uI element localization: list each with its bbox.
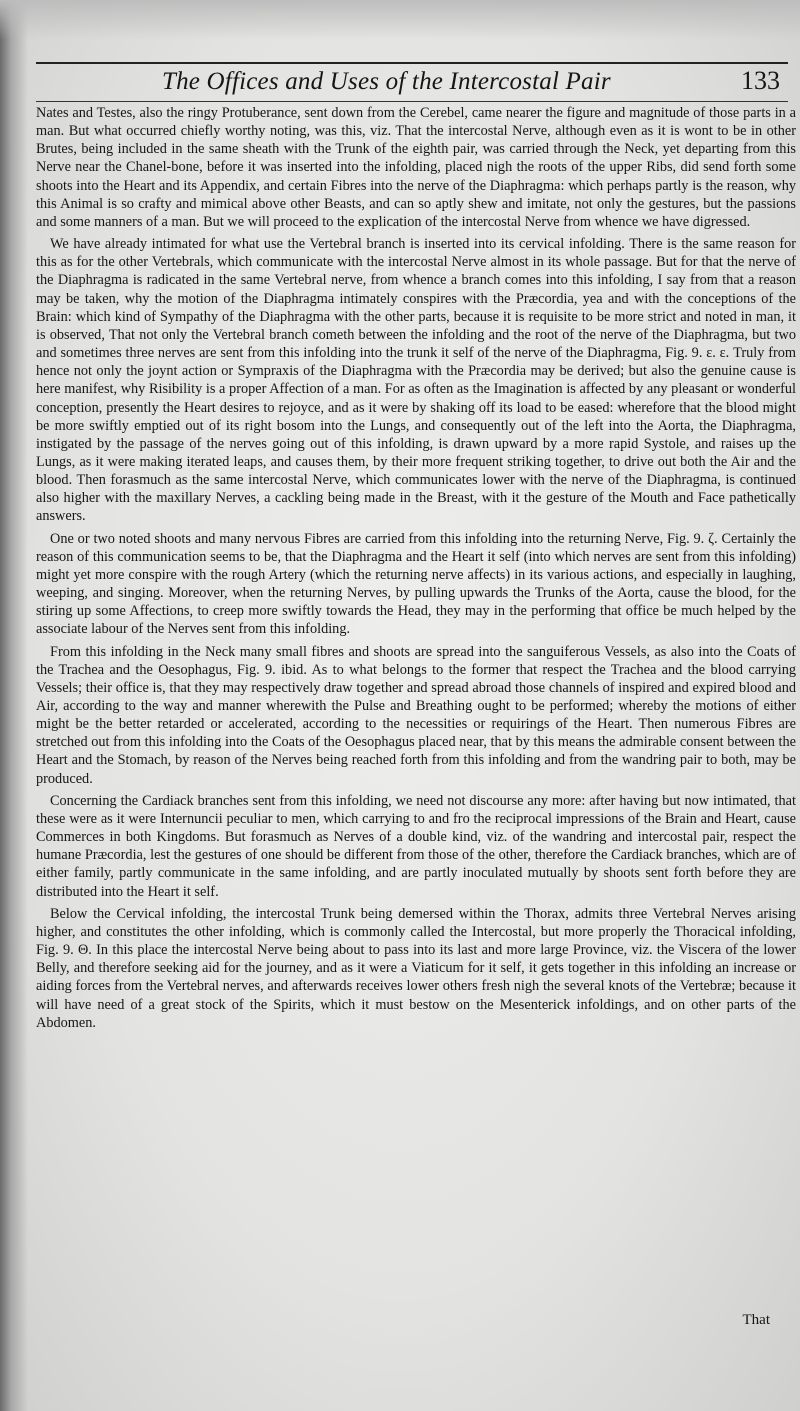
paragraph-3: One or two noted shoots and many nervous Fibres are carried from this infolding into the returning Nerve, Fig. 9. ζ. Certainly the reason of this communication seems to be, that the Diaphragma and the Heart it self (into which nerves are sent from this infolding) might yet more conspire with the rough Artery (which the returning nerve affects) in its various actions, and especially in laughing, weeping, and singing. Moreover, when the returning Nerves, by pulling upwards the Trunks of the Aorta, cause the blood, for the stiring up some Affections, to creep more swiftly towards the Head, they may in the performing that office be much helped by the associate labour of the Nerves sent from this infolding. — [36, 530, 796, 638]
page-header — [36, 58, 788, 102]
top-edge-shadow — [0, 0, 800, 40]
header-rule-top — [36, 62, 788, 64]
header-rule-bottom — [36, 101, 788, 103]
paragraph-6: Below the Cervical infolding, the intercostal Trunk being demersed within the Thorax, admits three Vertebral Nerves arising higher, and constitutes the other infolding, which is commonly called the Intercostal, but more properly the Thoracical infolding, Fig. 9. Θ. In this place the intercostal Nerve being about to pass into its last and more large Province, viz. the Viscera of the lower Belly, and therefore seeking aid for the journey, and as it were a Viaticum for it self, it gets together in this infolding an increase or aiding forces from the Vertebral nerves, and afterwards receives lower others fresh nigh the several knots of the Vertebræ; because it will have need of a great stock of the Spirits, which it must bestow on the Mesenterick infoldings, and on other parts of the Abdomen. — [36, 905, 796, 1031]
paragraph-2: We have already intimated for what use the Vertebral branch is inserted into its cervical infolding. There is the same reason for this as for the other Vertebrals, which communicate with the intercostal Nerve almost in its whole passage. But for that the nerve of the Diaphragma is radicated in the same Vertebral nerve, from whence a branch comes into this infolding, I say from that a reason may be taken, why the motion of the Diaphragma intimately conspires with the Præcordia, yea and with the conceptions of the Brain: which kind of Sympathy of the Diaphragma with the other parts, because it is requisite to be more strict and noted in man, it is observed, That not only the Vertebral branch cometh between the infolding and the root of the nerve of the Diaphragma, but two and sometimes three nerves are sent from this infolding into the trunk it self of the nerve of the Diaphragma, Fig. 9. ε. ε. Truly from hence not only the joynt action or Sympraxis of the Diaphragma with the Præcordia may be derived; but also the genuine cause is here manifest, why Risibility is a proper Affection of a man. For as often as the Imagination is affected by any pleasant or wonderful conception, presently the Heart desires to rejoyce, and as it were by shaking off its load to be eased: wherefore that the blood might be more swiftly emptied out of its right bosom into the Lungs, and consequently out of the left into the Aorta, the Diaphragma, instigated by the passage of the nerves going out of this infolding, is drawn upward by a more rapid Systole, and raises up the Lungs, as it were making iterated leaps, and causes them, by their more frequent striking together, to drive out both the Air and the blood. Then forasmuch as the same intercostal Nerve, which communicates lower with the nerve of the Diaphragma, is continued also higher with the maxillary Nerves, a cackling being made in the Breast, with it the gesture of the Mouth and Face pathetically answers. — [36, 236, 796, 525]
body-text — [36, 104, 796, 1032]
running-title: The Offices and Uses of the Intercostal Pair — [162, 68, 611, 95]
gutter-shadow — [0, 0, 28, 1411]
paragraph-4: From this infolding in the Neck many small fibres and shoots are spread into the sanguiferous Vessels, as also into the Coats of the Trachea and the Oesophagus, Fig. 9. ibid. As to what belongs to the former that respect the Trachea and the blood carrying Vessels; their office is, that they may respectively draw together and spread abroad those channels of inspired and expired blood and Air, according to the way and manner wherewith the Pulse and Breathing ought to be performed; whereby the motions of either might be the better retarded or accelerated, according to the necessities or requirings of the Heart. Then numerous Fibres are stretched out from this infolding into the Coats of the Oesophagus placed near, that by this means the admirable consent between the Heart and the Stomach, by reason of the Nerves being reached forth from this infolding and from the wandring pair to both, may be produced. — [36, 643, 796, 787]
catchword: That — [742, 1312, 770, 1328]
paragraph-1: Nates and Testes, also the ringy Protuberance, sent down from the Cerebel, came nearer the figure and magnitude of those parts in a man. But what occurred chiefly worthy noting, was this, viz. That the intercostal Nerve, although even as it is wont to be in other Brutes, being included in the same sheath with the Trunk of the eighth pair, was carried through the Neck, yet departing from this Nerve near the Chanel-bone, before it was inserted into the infolding, placed nigh the roots of the upper Ribs, did send forth some shoots into the Heart and its Appendix, and certain Fibres into the nerve of the Diaphragma: which perhaps partly is the reason, why this Animal is so crafty and mimical above other Beasts, and can so aptly shew and imitate, not only the gestures, but the passions and some manners of a man. But we will proceed to the explication of the intercostal Nerve from whence we have digressed. — [36, 105, 796, 230]
paragraph-5: Concerning the Cardiack branches sent from this infolding, we need not discourse any more: after having but now intimated, that these were as it were Internuncii peculiar to men, which carrying to and fro the reciprocal impressions of the Brain and Heart, cause Commerces in both Kingdoms. But forasmuch as Nerves of a double kind, viz. of the wandring and intercostal pair, respect the humane Præcordia, lest the gestures of one should be different from those of the other, therefore the Cardiack branches, which are of either family, partly communicate in the same infolding, and are partly inoculated mutually by shoots sent forth before they are distributed into the Heart it self. — [36, 792, 796, 900]
page-number: 133 — [741, 66, 780, 95]
